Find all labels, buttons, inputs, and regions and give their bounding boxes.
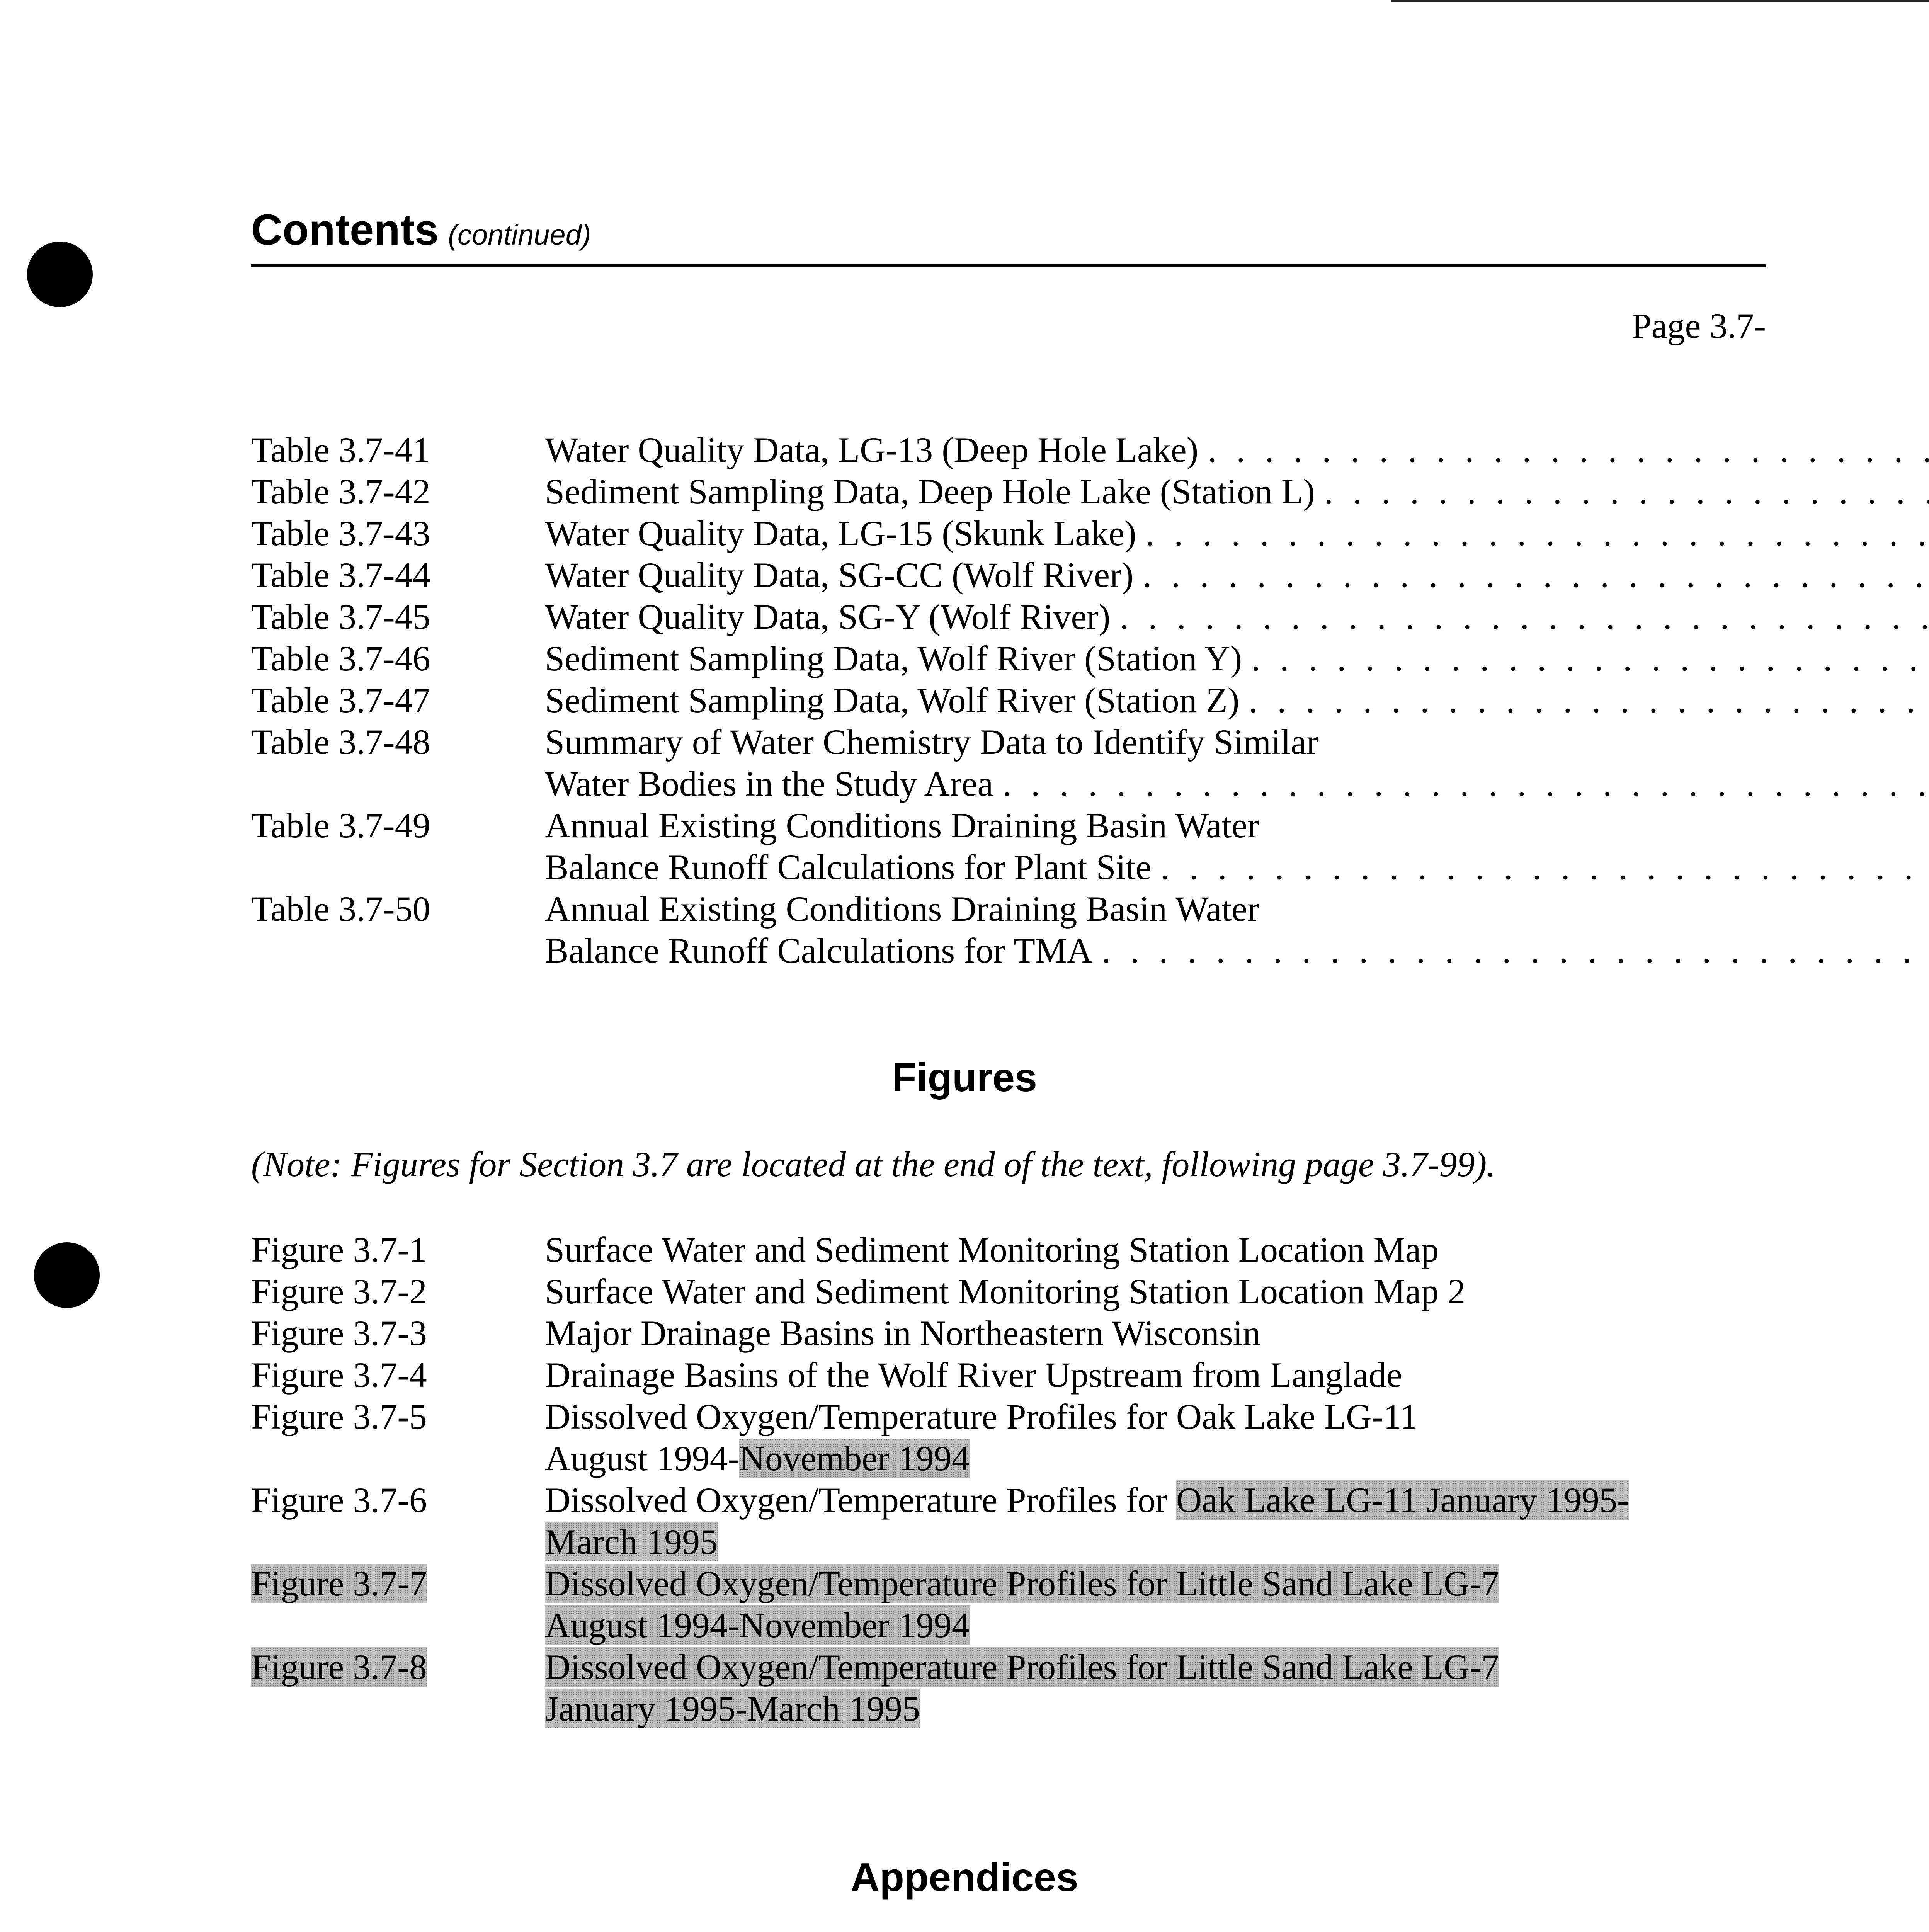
- table-entry[interactable]: [251, 638, 1766, 679]
- figure-title: Dissolved Oxygen/Temperature Profiles for Oak Lake LG-11: [545, 1397, 1418, 1436]
- table-label: Table 3.7-41: [251, 430, 430, 469]
- table-title-line: Water Quality Data, SG-Y (Wolf River): [545, 597, 1111, 636]
- figure-title: Surface Water and Sediment Monitoring Station Location Map: [545, 1230, 1439, 1269]
- dot-leader: [1102, 930, 1929, 971]
- table-entry[interactable]: [251, 429, 1766, 471]
- table-entry[interactable]: [251, 721, 1766, 804]
- table-entry[interactable]: [251, 888, 1766, 971]
- dot-leader: [1208, 429, 1929, 471]
- table-title-line: Water Bodies in the Study Area: [545, 764, 993, 803]
- table-entry[interactable]: [251, 512, 1766, 554]
- dot-leader: [1251, 638, 1929, 679]
- figure-entry[interactable]: [251, 1354, 1766, 1396]
- figure-entry[interactable]: [251, 1646, 1766, 1730]
- figure-title-highlighted: January 1995-March 1995: [545, 1689, 920, 1728]
- dot-leader: [1161, 846, 1929, 888]
- table-title-line: Annual Existing Conditions Draining Basin Water: [545, 889, 1259, 929]
- table-title-line: Summary of Water Chemistry Data to Identify Similar: [545, 722, 1318, 762]
- figure-title-highlighted: November 1994: [739, 1439, 970, 1478]
- table-title-line: Water Quality Data, SG-CC (Wolf River): [545, 555, 1134, 595]
- punch-hole: [27, 242, 93, 307]
- figure-label: Figure 3.7-3: [251, 1313, 427, 1353]
- figure-label: Figure 3.7-5: [251, 1397, 427, 1436]
- table-title-line: Annual Existing Conditions Draining Basin Water: [545, 806, 1259, 845]
- appendices-heading: Appendices: [851, 1855, 1078, 1900]
- figure-entry[interactable]: [251, 1396, 1766, 1479]
- continued-label: (continued): [448, 219, 591, 251]
- table-entry[interactable]: [251, 554, 1766, 596]
- figure-entry[interactable]: [251, 1312, 1766, 1354]
- figure-title-highlighted: Oak Lake LG-11 January 1995-: [1176, 1480, 1629, 1520]
- figure-title-continued: August 1994-: [545, 1439, 740, 1478]
- figure-title: Surface Water and Sediment Monitoring Station Location Map 2: [545, 1272, 1466, 1311]
- table-label: Table 3.7-45: [251, 597, 430, 636]
- table-title-line: Balance Runoff Calculations for Plant Site: [545, 847, 1152, 887]
- table-label: Table 3.7-50: [251, 889, 430, 929]
- table-title-line: Water Quality Data, LG-13 (Deep Hole Lake): [545, 430, 1199, 469]
- dot-leader: [1143, 554, 1929, 596]
- table-label: Table 3.7-48: [251, 722, 430, 762]
- table-entry[interactable]: [251, 679, 1766, 721]
- table-entry[interactable]: [251, 471, 1766, 512]
- table-title-line: Sediment Sampling Data, Deep Hole Lake (Station L): [545, 472, 1315, 511]
- table-label: Table 3.7-43: [251, 514, 430, 553]
- dot-leader: [1120, 596, 1929, 638]
- table-label: Table 3.7-47: [251, 680, 430, 720]
- table-label: Table 3.7-44: [251, 555, 430, 595]
- header-rule: [251, 264, 1766, 267]
- dot-leader: [1249, 679, 1929, 721]
- figure-entry[interactable]: [251, 1563, 1766, 1646]
- page-column-label: Page 3.7-: [1631, 306, 1766, 345]
- table-title-line: Water Quality Data, LG-15 (Skunk Lake): [545, 514, 1136, 553]
- table-title-line: Balance Runoff Calculations for TMA: [545, 931, 1093, 970]
- table-title-line: Sediment Sampling Data, Wolf River (Station Z): [545, 680, 1240, 720]
- dot-leader: [1002, 763, 1929, 804]
- table-label: Table 3.7-46: [251, 639, 430, 678]
- figure-title: Dissolved Oxygen/Temperature Profiles for: [545, 1480, 1176, 1520]
- scan-edge-line: [1391, 0, 1929, 2]
- figures-note: (Note: Figures for Section 3.7 are located at the end of the text, following page 3.7-99).: [251, 1145, 1496, 1184]
- table-title-line: Sediment Sampling Data, Wolf River (Station Y): [545, 639, 1242, 678]
- figure-title-highlighted: March 1995: [545, 1522, 718, 1561]
- figure-entry[interactable]: [251, 1270, 1766, 1312]
- figure-entry[interactable]: [251, 1479, 1766, 1563]
- figure-title-highlighted: August 1994-November 1994: [545, 1605, 970, 1645]
- page-header: [251, 205, 1766, 255]
- figure-title-highlighted: Dissolved Oxygen/Temperature Profiles for Little Sand Lake LG-7: [545, 1564, 1499, 1603]
- dot-leader: [1324, 471, 1929, 512]
- figure-title: Major Drainage Basins in Northeastern Wisconsin: [545, 1313, 1261, 1353]
- figures-list: [251, 1229, 1766, 1730]
- figures-heading: Figures: [892, 1055, 1037, 1100]
- figure-label: Figure 3.7-4: [251, 1355, 427, 1395]
- figure-label: Figure 3.7-2: [251, 1272, 427, 1311]
- table-entry[interactable]: [251, 596, 1766, 638]
- figure-title-highlighted: Dissolved Oxygen/Temperature Profiles for Little Sand Lake LG-7: [545, 1647, 1499, 1687]
- figure-entry[interactable]: [251, 1229, 1766, 1270]
- table-label: Table 3.7-42: [251, 472, 430, 511]
- dot-leader: [1146, 512, 1929, 554]
- tables-list: [251, 429, 1766, 971]
- figure-title: Drainage Basins of the Wolf River Upstream from Langlade: [545, 1355, 1402, 1395]
- figure-label: Figure 3.7-1: [251, 1230, 427, 1269]
- page-title: Contents: [251, 206, 439, 254]
- figure-label: Figure 3.7-8: [251, 1647, 427, 1687]
- figure-label: Figure 3.7-7: [251, 1564, 427, 1603]
- figure-label: Figure 3.7-6: [251, 1480, 427, 1520]
- table-label: Table 3.7-49: [251, 806, 430, 845]
- table-entry[interactable]: [251, 804, 1766, 888]
- punch-hole: [34, 1242, 100, 1308]
